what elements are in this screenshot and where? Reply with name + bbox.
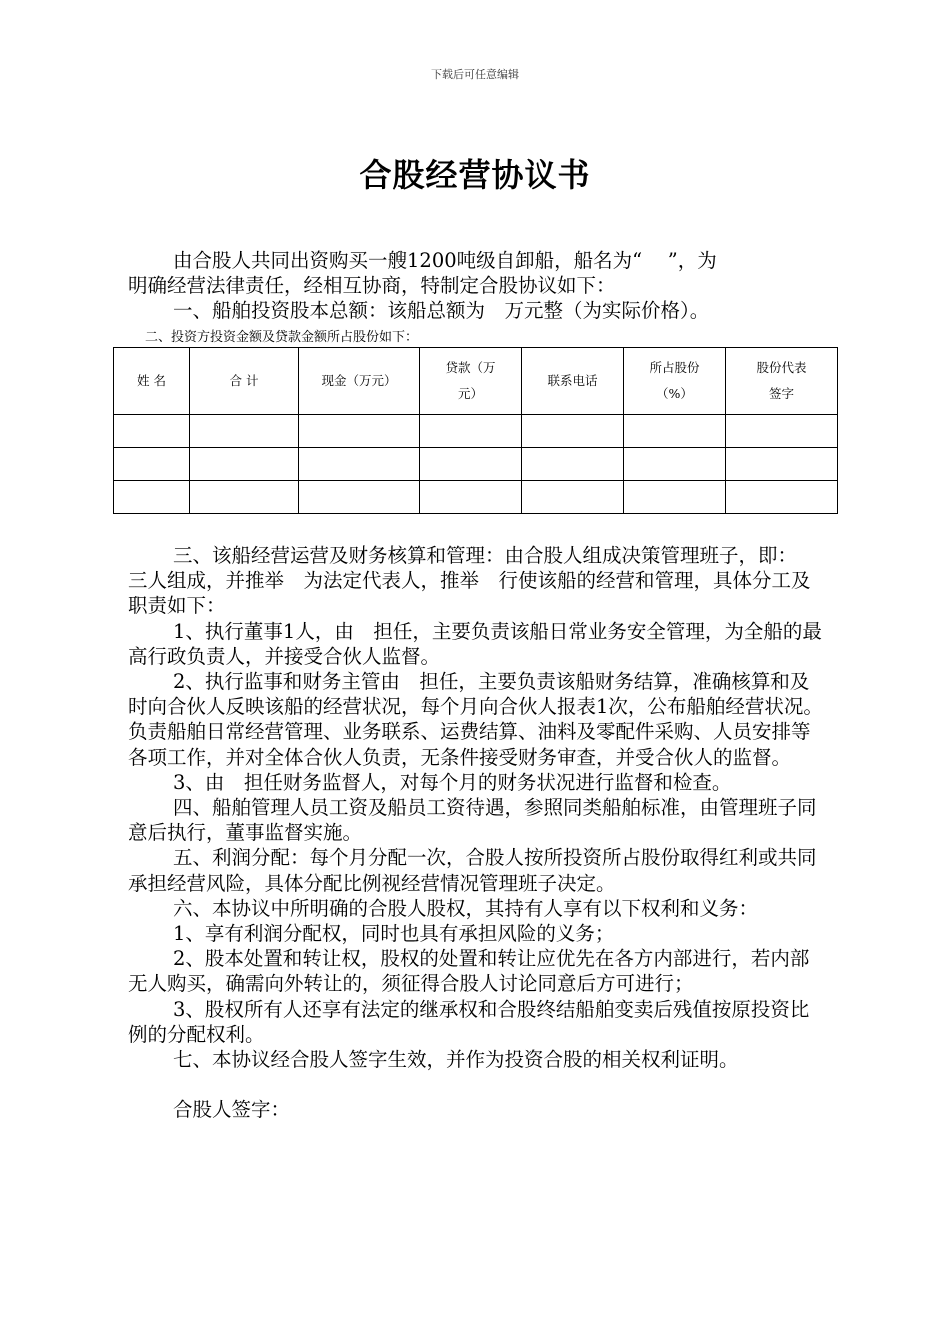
header-signature: 股份代表签字 <box>726 348 838 415</box>
header-total: 合 计 <box>190 348 299 415</box>
clause-7: 七、本协议经合股人签字生效，并作为投资合股的相关权利证明。 <box>173 1048 739 1072</box>
table-cell[interactable] <box>420 415 522 448</box>
clause-3-item-1: 1、执行董事1人，由 担任，主要负责该船日常业务安全管理，为全船的最高行政负责人，并接受合伙人监督。 <box>128 619 822 668</box>
table-cell[interactable] <box>299 448 420 481</box>
intro-line-2: 明确经营法律责任，经相互协商，特制定合股协议如下： <box>128 274 616 298</box>
header-phone: 联系电话 <box>522 348 624 415</box>
clause-4: 四、船舶管理人员工资及船员工资待遇，参照同类船舶标准，由管理班子同意后执行，董事监督实施。 <box>128 796 817 845</box>
table-title: 二、投资方投资金额及贷款金额所占股份如下： <box>145 330 419 345</box>
intro-line-1: 由合股人共同出资购买一艘1200吨级自卸船，船名为“ ”，为 <box>173 249 717 272</box>
table-cell[interactable] <box>522 481 624 514</box>
header-share: 所占股份（%） <box>624 348 726 415</box>
body-section <box>128 543 828 1122</box>
table-header-row <box>114 348 838 415</box>
table-row <box>114 415 838 448</box>
signature-label: 合股人签字： <box>173 1098 291 1122</box>
table-cell[interactable] <box>624 448 726 481</box>
clause-1: 一、船舶投资股本总额：该船总额为 万元整（为实际价格）。 <box>173 299 710 323</box>
table-cell[interactable] <box>190 481 299 514</box>
table-cell[interactable] <box>624 481 726 514</box>
blank-line <box>128 1072 828 1097</box>
table-cell[interactable] <box>190 415 299 448</box>
clause-3-item-3: 3、由 担任财务监督人，对每个月的财务状况进行监督和检查。 <box>173 770 732 794</box>
clause-6: 六、本协议中所明确的合股人股权，其持有人享有以下权利和义务： <box>173 896 759 920</box>
table-cell[interactable] <box>522 415 624 448</box>
table-cell[interactable] <box>420 481 522 514</box>
table-cell[interactable] <box>114 448 190 481</box>
table-cell[interactable] <box>726 415 838 448</box>
clause-3: 三、该船经营运营及财务核算和管理：由合股人组成决策管理班子，即： 三人组成，并推举 为法定代表人，推举 行使该船的经营和管理，具体分工及职责如下： <box>128 544 827 618</box>
header-loan: 贷款（万元） <box>420 348 522 415</box>
clause-6-item-3: 3、股权所有人还享有法定的继承权和合股终结船舶变卖后残值按原投资比例的分配权利。 <box>128 997 810 1046</box>
intro-section <box>128 248 828 324</box>
clause-3-item-2: 2、执行监事和财务主管由 担任，主要负责该船财务结算，准确核算和及时向合伙人反映该船的经营状况，每个月向合伙人报表1次，公布船舶经营状况。负责船舶日常经营管理、业务联系、运费结算、油料及零配件采购、人员安排等各项工作，并对全体合伙人负责，无条件接受财务审查，并受合伙人的监督。 <box>128 670 823 769</box>
table-cell[interactable] <box>726 448 838 481</box>
document-title: 合股经营协议书 <box>359 156 591 194</box>
investment-table <box>113 347 838 514</box>
header-name: 姓 名 <box>114 348 190 415</box>
clause-6-item-2: 2、股本处置和转让权，股权的处置和转让应优先在各方内部进行，若内部无人购买，确需向外转让的，须征得合股人讨论同意后方可进行； <box>128 947 810 996</box>
header-cash: 现金（万元） <box>299 348 420 415</box>
table-cell[interactable] <box>114 415 190 448</box>
table-cell[interactable] <box>190 448 299 481</box>
table-cell[interactable] <box>726 481 838 514</box>
table-cell[interactable] <box>114 481 190 514</box>
table-cell[interactable] <box>624 415 726 448</box>
table-cell[interactable] <box>420 448 522 481</box>
table-cell[interactable] <box>299 481 420 514</box>
table-row <box>114 448 838 481</box>
table-cell[interactable] <box>522 448 624 481</box>
table-cell[interactable] <box>299 415 420 448</box>
clause-5: 五、利润分配：每个月分配一次，合股人按所投资所占股份取得红利或共同承担经营风险，具体分配比例视经营情况管理班子决定。 <box>128 846 817 895</box>
header-note: 下载后可任意编辑 <box>431 68 519 81</box>
table-row <box>114 481 838 514</box>
clause-6-item-1: 1、享有利润分配权，同时也具有承担风险的义务； <box>173 922 615 946</box>
